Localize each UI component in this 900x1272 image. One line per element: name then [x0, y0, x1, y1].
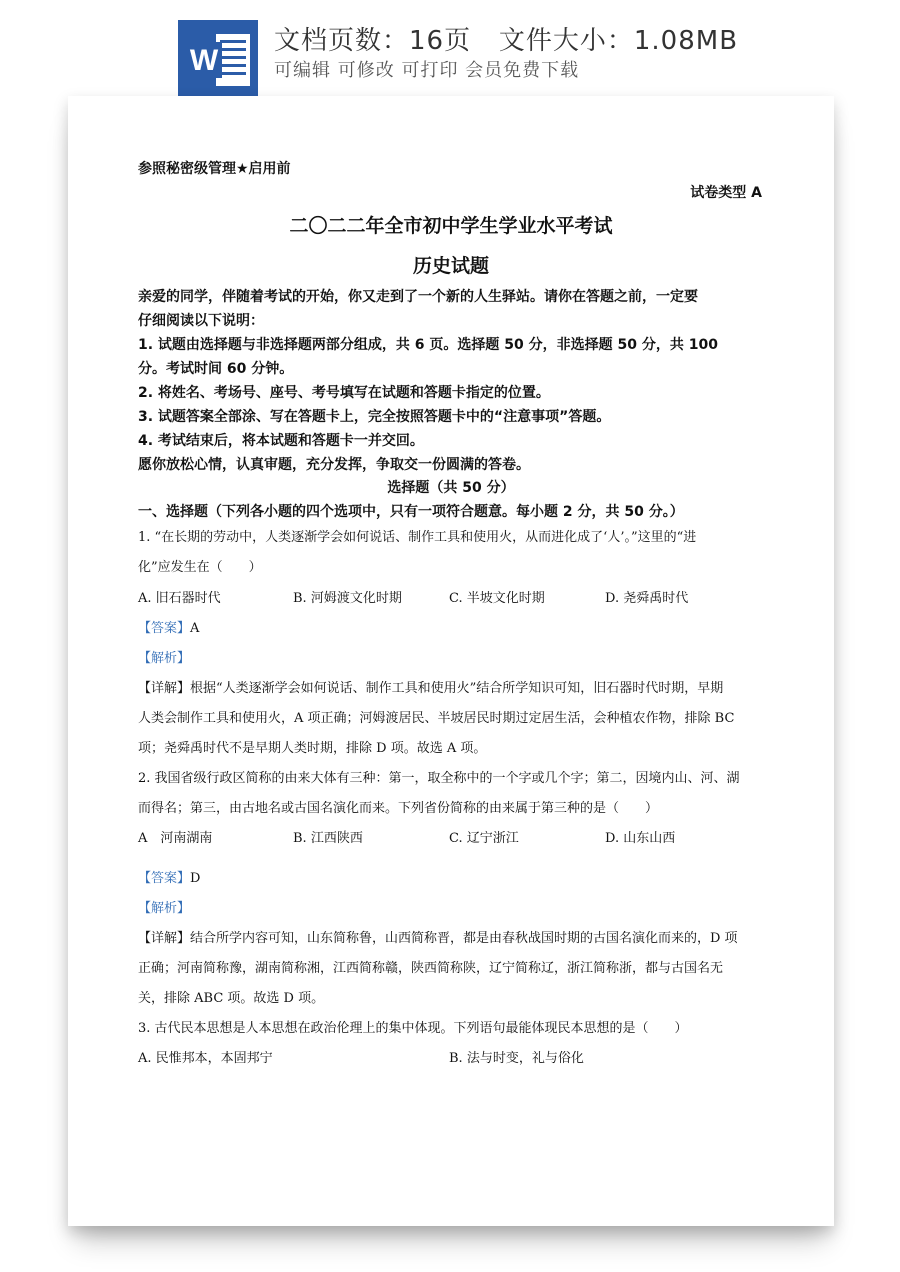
q1-stem-line: 化”应发生在（ ） — [138, 560, 262, 575]
q1-option-a: A. 旧石器时代 — [138, 591, 221, 606]
q2-option-c: C. 辽宁浙江 — [449, 831, 519, 846]
q2-detail-line: 关，排除 ABC 项。故选 D 项。 — [138, 991, 325, 1006]
doc-stats: 文档页数：16页 文件大小：1.08MB — [274, 26, 739, 56]
q2-option-a: A 河南湖南 — [138, 831, 213, 846]
q2-option-d: D. 山东山西 — [605, 831, 676, 846]
q1-detail-line: 项；尧舜禹时代不是早期人类时期，排除 D 项。故选 A 项。 — [138, 741, 487, 756]
secrecy-label: 参照秘密级管理★启用前 — [138, 161, 291, 177]
q1-stem-line: 1. “在长期的劳动中，人类逐渐学会如何说话、制作工具和使用火，从而进化成了‘人’。”这里的“进 — [138, 530, 697, 545]
intro-line: 分。考试时间 60 分钟。 — [138, 361, 294, 377]
intro-line: 愿你放松心情，认真审题，充分发挥，争取交一份圆满的答卷。 — [138, 457, 530, 473]
subject-title: 历史试题 — [412, 255, 489, 277]
intro-line: 3. 试题答案全部涂、写在答题卡上，完全按照答题卡中的“注意事项”答题。 — [138, 409, 611, 425]
paper-type-label: 试卷类型 A — [690, 185, 762, 201]
section-title: 选择题（共 50 分） — [387, 480, 515, 496]
answer-value: A — [190, 621, 200, 636]
answer-value: D — [190, 871, 201, 886]
answer-label: 【答案】 — [138, 871, 191, 886]
download-banner — [0, 0, 900, 100]
intro-line: 2. 将姓名、考场号、座号、考号填写在试题和答题卡指定的位置。 — [138, 385, 550, 401]
q2-analysis-label: 【解析】 — [138, 901, 191, 916]
intro-line: 4. 考试结束后，将本试题和答题卡一并交回。 — [138, 433, 424, 449]
intro-line: 亲爱的同学，伴随着考试的开始，你又走到了一个新的人生驿站。请你在答题之前，一定要 — [138, 289, 698, 305]
q3-option-b: B. 法与时变，礼与俗化 — [449, 1051, 584, 1066]
exam-title: 二〇二二年全市初中学生学业水平考试 — [289, 215, 613, 237]
document-page — [68, 96, 834, 1226]
q2-option-b: B. 江西陕西 — [293, 831, 363, 846]
answer-label: 【答案】 — [138, 621, 191, 636]
svg-text:W: W — [189, 44, 219, 77]
q2-detail-line: 【详解】结合所学内容可知，山东简称鲁，山西简称晋，都是由春秋战国时期的古国名演化而来的，D 项 — [138, 931, 738, 946]
q3-stem: 3. 古代民本思想是人本思想在政治伦理上的集中体现。下列语句最能体现民本思想的是（ ） — [138, 1021, 688, 1036]
section-desc: 一、选择题（下列各小题的四个选项中，只有一项符合题意。每小题 2 分，共 50 分。） — [138, 504, 684, 520]
q2-stem-line: 而得名；第三，由古地名或古国名演化而来。下列省份简称的由来属于第三种的是（ ） — [138, 801, 659, 816]
q1-analysis-label: 【解析】 — [138, 651, 191, 666]
q1-detail-line: 【详解】根据“人类逐渐学会如何说话、制作工具和使用火”结合所学知识可知，旧石器时代时期，早期 — [138, 681, 724, 696]
q3-option-a: A. 民惟邦本，本固邦宁 — [138, 1051, 273, 1066]
q1-option-c: C. 半坡文化时期 — [449, 591, 545, 606]
q1-detail-line: 人类会制作工具和使用火，A 项正确；河姆渡居民、半坡居民时期过定居生活，会种植农作物，排除 BC — [138, 711, 735, 726]
intro-line: 1. 试题由选择题与非选择题两部分组成，共 6 页。选择题 50 分，非选择题 50 分，共 100 — [138, 337, 718, 353]
q1-answer — [138, 617, 199, 636]
doc-features: 可编辑 可修改 可打印 会员免费下载 — [274, 60, 580, 81]
q1-option-d: D. 尧舜禹时代 — [605, 591, 689, 606]
q2-answer — [138, 867, 200, 886]
word-doc-icon — [178, 20, 258, 98]
q2-detail-line: 正确；河南简称豫，湖南简称湘，江西简称赣，陕西简称陕，辽宁简称辽，浙江简称浙，都与古国名无 — [138, 961, 724, 976]
q1-option-b: B. 河姆渡文化时期 — [293, 591, 402, 606]
intro-line: 仔细阅读以下说明： — [138, 313, 264, 329]
q2-stem-line: 2. 我国省级行政区简称的由来大体有三种：第一，取全称中的一个字或几个字；第二，因境内山、河、湖 — [138, 771, 740, 786]
